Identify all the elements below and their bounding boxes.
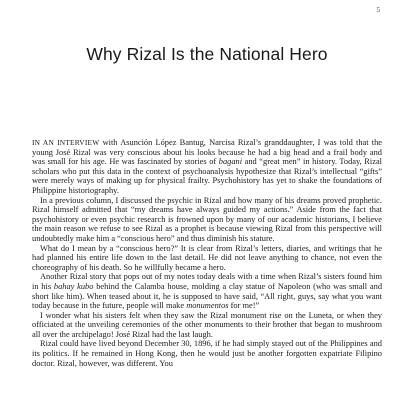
paragraph-3 (32, 244, 382, 273)
paragraph-2 (32, 196, 382, 244)
paragraph-text: I wonder what his sisters felt when they saw the Rizal monument rise on the Luneta, or when they officiated at the unveiling ceremonies of the other monuments to their brother that began to mushroom all over the archipelago! José Rizal had the last laugh. (32, 310, 382, 339)
italic-term: bagani (218, 157, 243, 167)
paragraph-text: for me!” (228, 301, 260, 311)
paragraph-text: In a previous column, I discussed the psychic in Rizal and how many of his dreams proved prophetic. Rizal himself admitted that “my dreams have always guided my actions.” Aside from the fact that psychohistory or even psychic research is frowned upon by many of our academic historians, I believe the main reason we refuse to see Rizal as a prophet is because viewing Rizal from this perspective will undoubtedly make him a “conscious hero” and thus diminish his stature. (32, 195, 382, 243)
body-text (32, 138, 382, 368)
paragraph-6 (32, 339, 382, 368)
paragraph-1 (32, 138, 382, 196)
italic-term: monumentos (186, 301, 229, 311)
paragraph-text: with Asunción López Bantug, Narcisa Rizal’s granddaughter, I was told that the young José Rizal was very conscious about his looks because he had a big head and a frail body and was small for his age. He was fascinated by stories of (32, 138, 382, 167)
lead-in: IN AN INTERVIEW (32, 138, 100, 147)
chapter-title: Why Rizal Is the National Hero (86, 44, 328, 64)
book-page (32, 6, 382, 416)
paragraph-4 (32, 272, 382, 310)
paragraph-text: What do I mean by a “conscious hero?” It is clear from Rizal’s letters, diaries, and writings that he had planned his entire life down to the last detail. He did not leave anything to chance, not even the choreography of his death. So he willfully became a hero. (32, 243, 382, 272)
page-number: 5 (376, 6, 380, 14)
paragraph-5 (32, 311, 382, 340)
paragraph-text: Rizal could have lived beyond December 30, 1896, if he had simply stayed out of the Philippines and its politics. If he remained in Hong Kong, then he would just be another forgotten expatriate Filipino doctor. Rizal, however, was different. You (32, 339, 382, 368)
italic-term: bahay kubo (53, 281, 94, 291)
paragraph-text: Another Rizal story that pops out of my notes today deals with a time when Rizal’s sisters found him in his (32, 272, 382, 291)
paragraph-text: and “great men” in history. Today, Rizal scholars who put this data in the context of psychoanalysis hypothesize that Rizal’s intellectual “gifts” were merely ways of making up for physical frailty. Psychohistory has yet to shake the foundations of Philippine historiography. (32, 157, 382, 195)
paragraph-text: behind the Calamba house, molding a clay statue of Napoleon (who was small and short like him). When teased about it, he is supposed to have said, “All right, guys, say what you want today because in the future, people will make (32, 281, 383, 311)
